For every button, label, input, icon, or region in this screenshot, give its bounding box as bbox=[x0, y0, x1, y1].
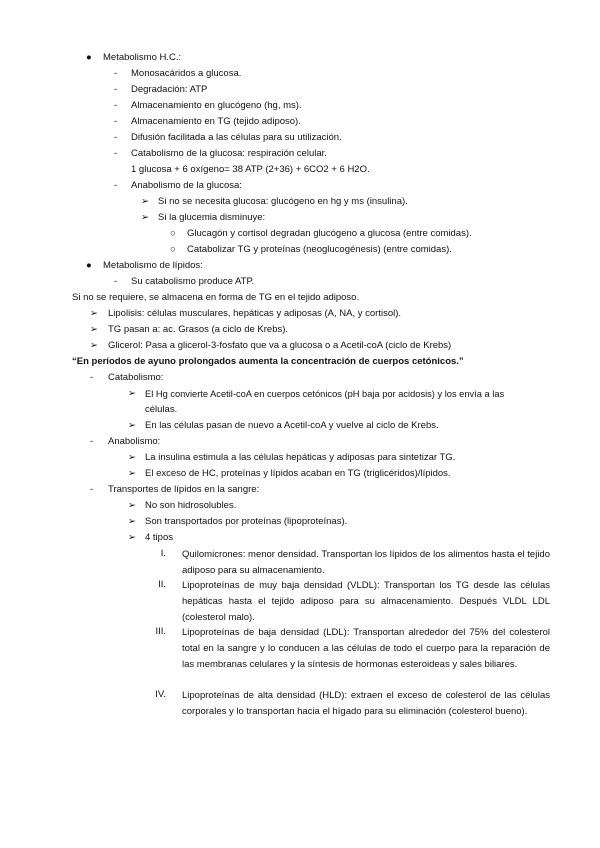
circle-marker: ○ bbox=[170, 228, 176, 239]
dash-marker: - bbox=[114, 132, 118, 143]
dash-marker: - bbox=[114, 100, 118, 111]
list-item-text: Almacenamiento en glucógeno (hg, ms). bbox=[131, 100, 302, 111]
list-item-text: El exceso de HC, proteínas y lípidos acaban en TG (triglicéridos)/lípidos. bbox=[145, 468, 451, 479]
list-item-text: 4 tipos bbox=[145, 532, 173, 543]
list-item-text: En las células pasan de nuevo a Acetil-coA y vuelve al ciclo de Krebs. bbox=[145, 420, 439, 431]
arrow-marker: ➢ bbox=[128, 500, 136, 511]
list-item-text: No son hidrosolubles. bbox=[145, 500, 237, 511]
arrow-marker: ➢ bbox=[90, 308, 98, 319]
roman-numeral: IV. bbox=[155, 689, 166, 700]
list-item-text: Glicerol: Pasa a glicerol-3-fosfato que va a glucosa o a Acetil-coA (ciclo de Krebs) bbox=[108, 340, 452, 351]
roman-numeral: II. bbox=[158, 579, 166, 590]
list-item-text: Difusión facilitada a las células para su utilización. bbox=[131, 132, 342, 143]
lipoprotein-text: Lipoproteínas de alta densidad (HLD): extraen el exceso de colesterol de las células corporales y lo transportan hacia el hígado para su eliminación (colesterol bueno). bbox=[182, 690, 550, 717]
arrow-marker: ➢ bbox=[128, 420, 136, 431]
arrow-marker: ➢ bbox=[141, 212, 149, 223]
dash-marker: - bbox=[114, 116, 118, 127]
dash-marker: - bbox=[114, 276, 118, 287]
list-item-text: El Hg convierte Acetil-coA en cuerpos cetónicos (pH baja por acidosis) y los envía a las bbox=[145, 389, 505, 399]
arrow-marker: ➢ bbox=[90, 324, 98, 335]
list-item-text: Catabolismo de la glucosa: respiración celular. bbox=[131, 148, 327, 159]
arrow-marker: ➢ bbox=[141, 196, 149, 207]
list-item-text: La insulina estimula a las células hepáticas y adiposas para sintetizar TG. bbox=[145, 452, 456, 463]
dash-marker: - bbox=[90, 372, 94, 383]
list-item-text: Catabolizar TG y proteínas (neoglucogénesis) (entre comidas). bbox=[187, 244, 452, 255]
dash-marker: - bbox=[90, 484, 94, 495]
list-item-text: células. bbox=[145, 404, 178, 415]
dash-marker: - bbox=[114, 68, 118, 79]
list-item-text: Su catabolismo produce ATP. bbox=[131, 276, 255, 287]
equation-text: 1 glucosa + 6 oxígeno= 38 ATP (2+36) + 6CO2 + 6 H2O. bbox=[131, 164, 370, 175]
bullet-marker: ● bbox=[86, 52, 92, 63]
arrow-marker: ➢ bbox=[90, 340, 98, 351]
fasting-heading-text: “En períodos de ayuno prolongados aumenta la concentración de cuerpos cetónicos.” bbox=[72, 356, 464, 367]
section-hc-title: Metabolismo H.C.: bbox=[103, 52, 182, 63]
arrow-marker: ➢ bbox=[128, 468, 136, 479]
bullet-marker: ● bbox=[86, 260, 92, 271]
roman-numeral: I. bbox=[160, 548, 166, 559]
list-item-text: Degradación: ATP bbox=[131, 84, 208, 95]
list-item-text: TG pasan a: ac. Grasos (a ciclo de Krebs). bbox=[108, 324, 289, 335]
arrow-marker: ➢ bbox=[128, 388, 136, 399]
list-item-text: Glucagón y cortisol degradan glucógeno a glucosa (entre comidas). bbox=[187, 228, 472, 239]
lipoprotein-text: Lipoproteínas de muy baja densidad (VLDL): Transportan los TG desde las células hepáticas hasta el tejido adiposo para su almacenamiento. Después VLDL LDL (colesterol malo). bbox=[182, 580, 550, 623]
circle-marker: ○ bbox=[170, 244, 176, 255]
list-item-text: Catabolismo: bbox=[108, 372, 164, 383]
arrow-marker: ➢ bbox=[128, 516, 136, 527]
list-item-text: Lipolisis: células musculares, hepáticas y adiposas (A, NA, y cortisol). bbox=[108, 308, 402, 319]
dash-marker: - bbox=[114, 148, 118, 159]
list-item-text: Si no se necesita glucosa: glucógeno en hg y ms (insulina). bbox=[158, 196, 408, 207]
arrow-marker: ➢ bbox=[128, 532, 136, 543]
dash-marker: - bbox=[114, 84, 118, 95]
list-item-text: Anabolismo de la glucosa: bbox=[131, 180, 242, 191]
lipoprotein-text: Lipoproteínas de baja densidad (LDL): Transportan alrededor del 75% del colesterol total en la sangre y lo conducen a las células de todo el cuerpo para la reparación de las membranas celulares y la síntesis de hormonas esteroideas y sales biliares. bbox=[182, 627, 550, 670]
roman-numeral: III. bbox=[155, 626, 166, 637]
lipoprotein-text: Quilomicrones: menor densidad. Transportan los lípidos de los alimentos hasta el tejido adiposo para su almacenamiento. bbox=[182, 549, 550, 576]
list-item-text: Si la glucemia disminuye: bbox=[158, 212, 266, 223]
paragraph-text: Si no se requiere, se almacena en forma de TG en el tejido adiposo. bbox=[72, 292, 360, 303]
list-item-text: Almacenamiento en TG (tejido adiposo). bbox=[131, 116, 301, 127]
dash-marker: - bbox=[114, 180, 118, 191]
arrow-marker: ➢ bbox=[128, 452, 136, 463]
list-item-text: Son transportados por proteínas (lipoproteínas). bbox=[145, 516, 348, 527]
list-item-text: Transportes de lípidos en la sangre: bbox=[108, 484, 260, 495]
list-item-text: Monosacáridos a glucosa. bbox=[131, 68, 242, 79]
dash-marker: - bbox=[90, 436, 94, 447]
list-item-text: Anabolismo: bbox=[108, 436, 161, 447]
section-lipids-title: Metabolismo de lípidos: bbox=[103, 260, 203, 271]
